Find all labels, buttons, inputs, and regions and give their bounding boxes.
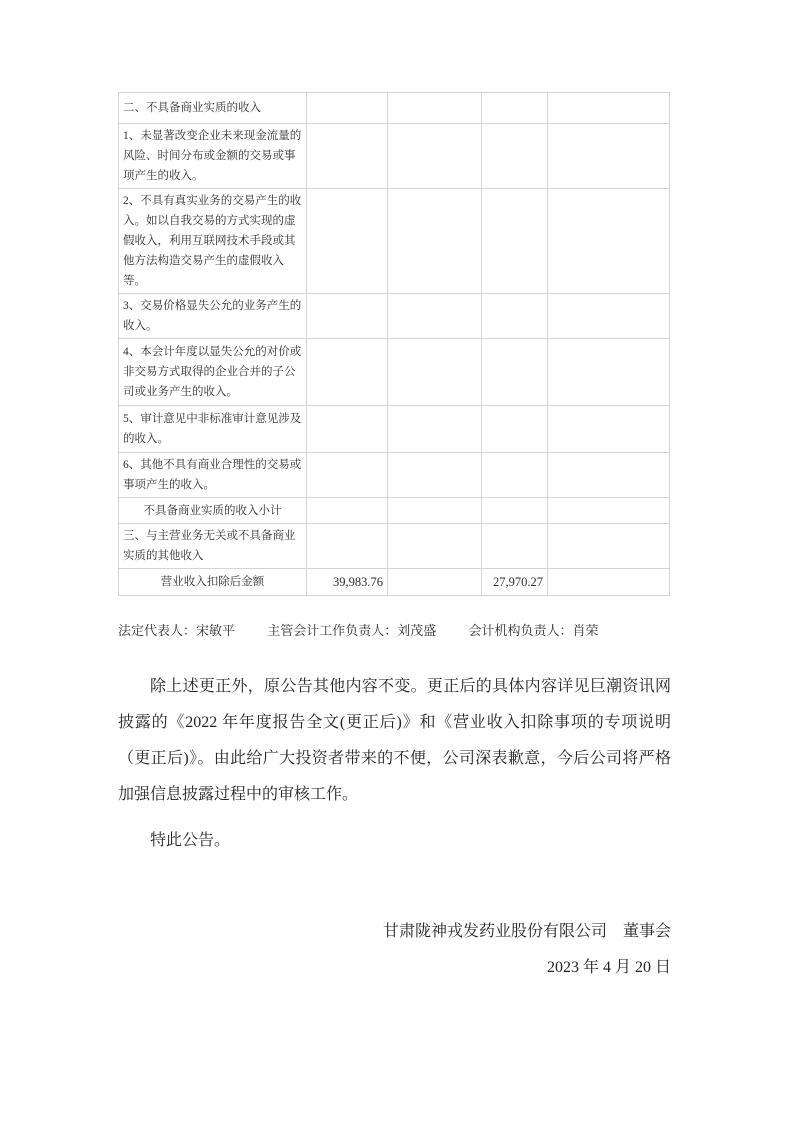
row-label: 2、不具有真实业务的交易产生的收入。如以自我交易的方式实现的虚假收入，利用互联网技术手段或其他方法构造交易产生的虚假收入等。: [119, 189, 307, 294]
empty-cell: [307, 524, 388, 569]
empty-cell: [482, 294, 548, 339]
table-row: [119, 524, 670, 569]
empty-cell: [307, 406, 388, 453]
closing-note: 特此公告。: [150, 832, 231, 849]
empty-cell: [388, 569, 482, 596]
empty-cell: [307, 93, 388, 124]
empty-cell: [548, 294, 670, 339]
table-row: [119, 93, 670, 124]
table-row: [119, 339, 670, 406]
empty-cell: [482, 339, 548, 406]
empty-cell: [388, 189, 482, 294]
table-row: [119, 189, 670, 294]
amount-after-exclusion-current: 39,983.76: [307, 569, 388, 596]
table-row: [119, 124, 670, 189]
empty-cell: [388, 294, 482, 339]
empty-cell: [388, 406, 482, 453]
empty-cell: [307, 498, 388, 524]
empty-cell: [548, 406, 670, 453]
empty-cell: [307, 294, 388, 339]
empty-cell: [482, 93, 548, 124]
table-row-total: [119, 569, 670, 596]
company-signature: 甘肃陇神戎发药业股份有限公司 董事会: [382, 923, 671, 940]
empty-cell: [388, 498, 482, 524]
row-label: 6、其他不具有商业合理性的交易或事项产生的收入。: [119, 453, 307, 498]
empty-cell: [548, 453, 670, 498]
empty-cell: [548, 124, 670, 189]
empty-cell: [548, 498, 670, 524]
signatories-line: [118, 622, 671, 640]
empty-cell: [548, 339, 670, 406]
signature-date: 2023 年 4 月 20 日: [546, 959, 671, 976]
empty-cell: [548, 93, 670, 124]
legal-representative: 法定代表人：宋敏平: [118, 623, 236, 638]
row-label: 3、交易价格显失公允的业务产生的收入。: [119, 294, 307, 339]
row-label: 营业收入扣除后金额: [119, 569, 307, 596]
row-label: 5、审计意见中非标准审计意见涉及的收入。: [119, 406, 307, 453]
empty-cell: [307, 339, 388, 406]
empty-cell: [307, 124, 388, 189]
empty-cell: [388, 453, 482, 498]
empty-cell: [548, 189, 670, 294]
row-label: 三、与主营业务无关或不具备商业实质的其他收入: [119, 524, 307, 569]
empty-cell: [548, 524, 670, 569]
page-content: [118, 92, 671, 986]
revenue-exclusion-table: [118, 92, 670, 596]
empty-cell: [482, 498, 548, 524]
table-row-subtotal: [119, 498, 670, 524]
table-row: [119, 453, 670, 498]
empty-cell: [388, 339, 482, 406]
accounting-supervisor: 主管会计工作负责人：刘茂盛: [267, 623, 437, 638]
empty-cell: [388, 93, 482, 124]
table-row: [119, 406, 670, 453]
row-label: 不具备商业实质的收入小计: [119, 498, 307, 524]
empty-cell: [388, 124, 482, 189]
amount-after-exclusion-prior: 27,970.27: [482, 569, 548, 596]
empty-cell: [482, 189, 548, 294]
row-label: 1、未显著改变企业未来现金流量的风险、时间分布或金额的交易或事项产生的收入。: [119, 124, 307, 189]
empty-cell: [548, 569, 670, 596]
empty-cell: [482, 124, 548, 189]
empty-cell: [307, 453, 388, 498]
body-paragraph: 除上述更正外，原公告其他内容不变。更正后的具体内容详见巨潮资讯网披露的《2022 年年度报告全文(更正后)》和《营业收入扣除事项的专项说明（更正后)》。由此给广大投资者带来的不便，公司深表歉意，今后公司将严格加强信息披露过程中的审核工作。: [118, 678, 671, 803]
accounting-head: 会计机构负责人：肖荣: [468, 623, 599, 638]
empty-cell: [388, 524, 482, 569]
empty-cell: [307, 189, 388, 294]
empty-cell: [482, 453, 548, 498]
table-row: [119, 294, 670, 339]
row-label: 二、不具备商业实质的收入: [119, 93, 307, 124]
empty-cell: [482, 406, 548, 453]
empty-cell: [482, 524, 548, 569]
row-label: 4、本会计年度以显失公允的对价或非交易方式取得的企业合并的子公司或业务产生的收入。: [119, 339, 307, 406]
